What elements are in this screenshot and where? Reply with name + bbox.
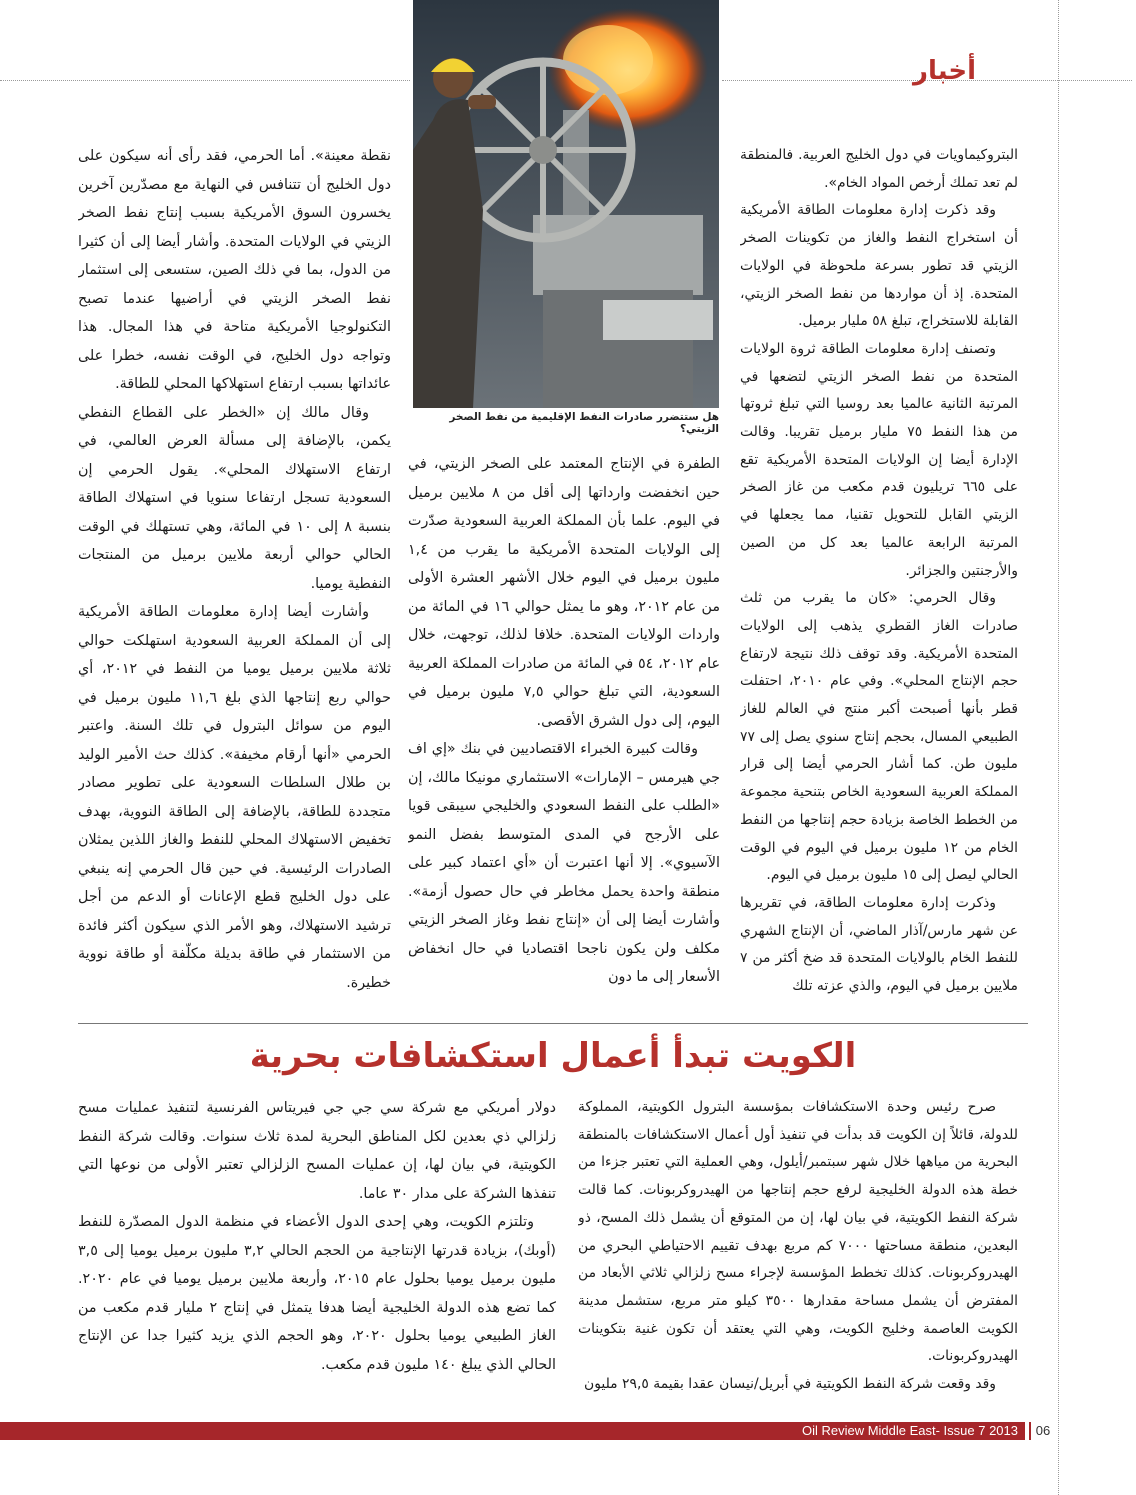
section-divider-rule [78, 1023, 1028, 1024]
article2-headline: الكويت تبدأ أعمال استكشافات بحرية [249, 1036, 857, 1076]
footer-publication: Oil Review Middle East- Issue 7 2013 [801, 1423, 1018, 1438]
article1-paragraph: وقال الحرمي: «كان ما يقرب من ثلث صادرات الغاز القطري يذهب إلى الولايات المتحدة الأمريكية. وقد توقف ذلك نتيجة لارتفاع حجم الإنتاج المحلي». وفي عام ٢٠١٠، احتفلت قطر بأنها أصبحت أكبر منتج في العالم للغاز الطبيعي المسال، بحجم إنتاج سنوي يصل إلى ٧٧ مليون طن. كما أشار الحرمي أيضا إلى قرار المملكة العربية السعودية الخاص بتنحية مجموعة من الخطط الخاصة بزيادة حجم إنتاجها من النفط الخام من ١٢ مليون برميل في اليوم في الوقت الحالي ليصل إلى ١٥ مليون برميل في اليوم. [740, 590, 1018, 884]
article1-paragraph: وقالت كبيرة الخبراء الاقتصاديين في بنك «إي اف جي هيرمس – الإمارات» الاستثماري مونيكا مالك، إن «الطلب على النفط السعودي والخليجي سيبقى قويا على الأرجح في المدى المتوسط بفضل النمو الآسيوي». إلا أنها اعتبرت أن «أي اعتماد كبير على منطقة واحدة يحمل مخاطر في حال حصول أزمة». وأشارت أيضا إلى أن «إنتاج نفط وغاز الصخر الزيتي مكلف ولن يكون ناجحا اقتصاديا في حال انخفاض الأسعار إلى ما دون [408, 741, 720, 985]
article2-column-right [578, 1094, 1018, 1414]
article1-paragraph: وقد ذكرت إدارة معلومات الطاقة الأمريكية أن استخراج النفط والغاز من تكوينات الصخر الزيتي قد تطور بسرعة ملحوظة في الولايات المتحدة. إذ أن مواردها من نفط الصخر الزيتي، القابلة للاستخراج، تبلغ ٥٨ مليار برميل. [740, 202, 1018, 330]
article1-paragraph: البتروكيماويات في دول الخليج العربية. فالمنطقة لم تعد تملك أرخص المواد الخام». [740, 147, 1018, 191]
article1-column-left [78, 142, 391, 1014]
right-dotted-rule [1058, 0, 1059, 1495]
article1-paragraph: نقطة معينة». أما الحرمي، فقد رأى أنه سيكون على دول الخليج أن تتنافس في النهاية مع مصدّرين آخرين يخسرون السوق الأمريكية بسبب إنتاج نفط الصخر الزيتي في الولايات المتحدة. وأشار أيضا إلى أن كثيرا من الدول، بما في ذلك الصين، ستسعى إلى استثمار نفط الصخر الزيتي في أراضيها عندما تصبح التكنولوجيا الأمريكية متاحة في هذا المجال. هذا وتواجه دول الخليج، في الوقت نفسه، خطرا على عائداتها بسبب ارتفاع استهلاكها المحلي للطاقة. [78, 148, 391, 392]
article2-column-left [78, 1094, 556, 1414]
section-label: أخبار [913, 56, 976, 86]
article1-column-right [740, 142, 1018, 1014]
article1-column-middle [408, 450, 720, 1014]
oil-worker-valve-illustration [413, 0, 719, 408]
photo-caption: هل ستتضرر صادرات النفط الإقليمية من نفط الصخر الزيتي؟ [449, 411, 719, 435]
article1-paragraph: وقال مالك إن «الخطر على القطاع النفطي يكمن، بالإضافة إلى مسألة العرض العالمي، في ارتفاع الاستهلاك المحلي». يقول الحرمي إن السعودية تسجل ارتفاعا سنويا في استهلاك الطاقة بنسبة ٨ إلى ١٠ في المائة، وهي تستهلك في الوقت الحالي حوالي أربعة ملايين برميل من المنتجات النفطية يوميا. [78, 404, 391, 592]
article1-paragraph: وتصنف إدارة معلومات الطاقة ثروة الولايات المتحدة من نفط الصخر الزيتي لتضعها في المرتبة الثانية عالميا بعد روسيا التي تبلغ ثروتها من هذا النفط ٧٥ مليار برميل تقريبا. وقالت الإدارة أيضا إن الولايات المتحدة الأمريكية تقع على ٦٦٥ تريليون قدم مكعب من غاز الصخر الزيتي القابل للتحويل تقنيا، مما يجعلها في المرتبة الرابعة عالميا بعد كل من الصين والأرجنتين والجزائر. [740, 340, 1018, 579]
article-photo [413, 0, 719, 408]
article2-paragraph: صرح رئيس وحدة الاستكشافات بمؤسسة البترول الكويتية، المملوكة للدولة، قائلاً إن الكويت قد بدأت في تنفيذ أول أعمال الاستكشافات بالمنطقة البحرية من مياهها خلال شهر سبتمبر/أيلول، وهي العملية التي تعتبر جزءا من خطة هذه الدولة الخليجية لرفع حجم إنتاجها من الهيدروكربونات. كما قالت شركة النفط الكويتية، في بيان لها، إن من المتوقع أن يشمل ذلك المسح، ذو البعدين، منطقة مساحتها ٧٠٠٠ كم مربع بهدف تقييم الاحتياطي البحري من الهيدروكربونات. كذلك تخطط المؤسسة لإجراء مسح زلزالي ثلاثي الأبعاد من المفترض أن يشمل مساحة مقدارها ٣٥٠٠ كيلو متر مربع، ستشمل مدينة الكويت العاصمة وخليج الكويت، وهي التي يعتقد أن تكون غنية بتكوينات الهيدروكربونات. [578, 1099, 1018, 1365]
article2-paragraph: دولار أمريكي مع شركة سي جي جي فيريتاس الفرنسية لتنفيذ عمليات مسح زلزالي ذي بعدين لكل المناطق البحرية لمدة ثلاث سنوات. وقالت شركة النفط الكويتية، في بيان لها، إن عمليات المسح الزلزالي تعتبر الأولى من نوعها التي تنفذها الشركة على مدار ٣٠ عاما. [78, 1100, 556, 1202]
article1-paragraph: وذكرت إدارة معلومات الطاقة، في تقريرها عن شهر مارس/آذار الماضي، أن الإنتاج الشهري للنفط الخام بالولايات المتحدة قد ضخ أكثر من ٧ ملايين برميل في اليوم، والذي عزته تلك [740, 894, 1018, 995]
page-number: 06 [1029, 1422, 1055, 1440]
article2-paragraph: وتلتزم الكويت، وهي إحدى الدول الأعضاء في منظمة الدول المصدّرة للنفط (أوبك)، بزيادة قدرتها الإنتاجية من الحجم الحالي ٣,٢ مليون برميل يوميا إلى ٣,٥ مليون برميل يوميا بحلول عام ٢٠١٥، وأربعة ملايين برميل يوميا في عام ٢٠٢٠. كما تضع هذه الدولة الخليجية أيضا هدفا يتمثل في إنتاج ٢ مليار قدم مكعب من الغاز الطبيعي يوميا بحلول ٢٠٢٠، وهو الحجم الذي يزيد كثيرا جدا عن الإنتاج الحالي الذي يبلغ ١٤٠ مليون قدم مكعب. [78, 1214, 556, 1373]
article1-paragraph: وأشارت أيضا إدارة معلومات الطاقة الأمريكية إلى أن المملكة العربية السعودية استهلكت حوالي ثلاثة ملايين برميل يوميا من النفط في ٢٠١٢، أي حوالي ربع إنتاجها الذي بلغ ١١,٦ مليون برميل في اليوم من سوائل البترول في تلك السنة. واعتبر الحرمي «أنها أرقام مخيفة». كذلك حث الأمير الوليد بن طلال السلطات السعودية على تطوير مصادر متجددة للطاقة، بالإضافة إلى الطاقة النووية، بهدف تخفيض الاستهلاك المحلي للنفط والغاز اللذين يمثلان الصادرات الرئيسية. في حين قال الحرمي إنه ينبغي على دول الخليج قطع الإعانات أو الدعم من أجل ترشيد الاستهلاك، وهو الأمر الذي سيكون أكثر فائدة من الاستثمار في طاقة بديلة مكلّفة أو طاقة نووية خطيرة. [78, 604, 391, 991]
top-dotted-rule [0, 80, 410, 81]
article1-paragraph: الطفرة في الإنتاج المعتمد على الصخر الزيتي، في حين انخفضت وارداتها إلى أقل من ٨ ملايين برميل في اليوم. علما بأن المملكة العربية السعودية صدّرت إلى الولايات المتحدة الأمريكية ما يقرب من ١,٤ مليون برميل في اليوم خلال الأشهر العشرة الأولى من عام ٢٠١٢، وهو ما يمثل حوالي ١٦ في المائة من واردات الولايات المتحدة. خلافا لذلك، توجهت، خلال عام ٢٠١٢، ٥٤ في المائة من صادرات المملكة العربية السعودية، التي تبلغ حوالي ٧,٥ مليون برميل في اليوم، إلى دول الشرق الأقصى. [408, 456, 720, 729]
article2-paragraph: وقد وقعت شركة النفط الكويتية في أبريل/نيسان عقدا بقيمة ٢٩,٥ مليون [584, 1376, 996, 1393]
